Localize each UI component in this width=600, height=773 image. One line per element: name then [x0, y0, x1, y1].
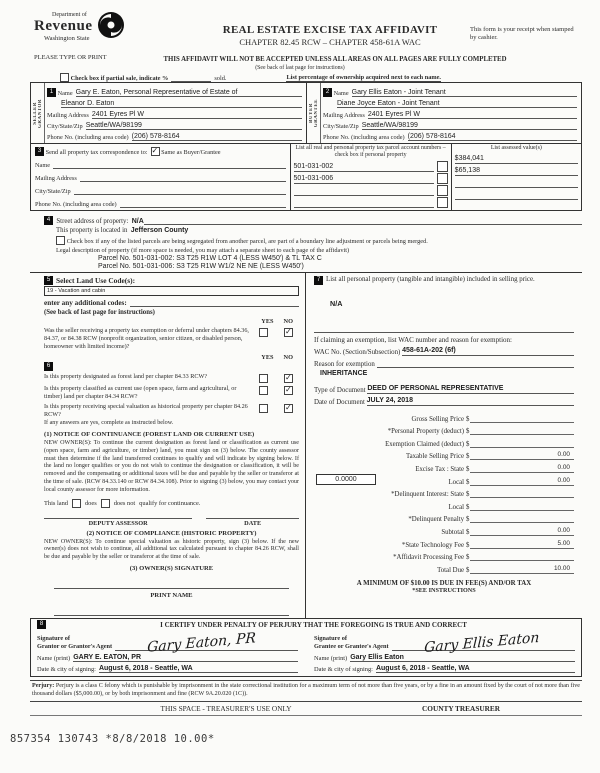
corr-address-field — [80, 181, 286, 182]
partial-sale-label: Check box if partial sale, indicate % — [70, 75, 169, 82]
notice-compliance-text: NEW OWNER(S): To continue special valuation as historic property, sign (3) below. If the new owner(s) does not wish to continue, all additional tax calculated pursuant to chapter 84.26 RCW, shall be due and payable by the seller or transferor at the time of sale. — [44, 538, 299, 561]
no-header-2: NO — [283, 354, 293, 362]
seller-address-field: 2401 Eyres Pl W — [92, 111, 302, 119]
see-instructions-note: *SEE INSTRUCTIONS — [412, 586, 476, 594]
grantor-date-value: August 6, 2018 - Seattle, WA — [99, 665, 298, 673]
parties-box — [30, 82, 582, 144]
buyer-phone-field: (206) 578-8164 — [408, 133, 577, 141]
partial-sale-line — [60, 73, 582, 82]
see-back-note: (See back of last page for instructions) — [255, 65, 345, 71]
personal-property-value: N/A — [330, 299, 343, 308]
no-header-1: NO — [283, 318, 293, 325]
tax-exemption-question: Was the seller receiving a property tax exemption or deferral under chapters 84.36, 84.37, or 84.38 RCW (nonprofit organization, senior citizen, or disabled person, homeowner with limited income)? — [44, 327, 249, 350]
ownership-note: List percentage of ownership acquired next to each name. — [286, 74, 441, 81]
grantee-date-value: August 6, 2018 - Seattle, WA — [376, 665, 575, 673]
grantor-print-label: Name (print) — [37, 655, 71, 663]
section-3-badge: 3 — [35, 147, 44, 156]
corr-phone-label: Phone No. (including area code) — [35, 201, 117, 208]
grantee-signature-block — [314, 629, 575, 673]
notice-continuance-text: NEW OWNER(S): To continue the current designation as forest land or classification as current use (open space, farm and agriculture, or timber) land, you must sign on (3) below. The county assessor must then determine if the land transferred continues to qualify and will indicate by signing below. If the land no longer qualifies or you do not wish to continue the designation or classification, it will be removed and the compensating or additional taxes will be due and payable by the seller or transferor at the time of sale. (RCW 84.33.140 or RCW 84.34.108). Prior to signing (3) below, you may contact your local county assessor for more information. — [44, 440, 299, 493]
property-section — [30, 211, 582, 272]
subtotal-amount: 0.00 — [557, 526, 570, 534]
owners-signature-line — [54, 578, 289, 589]
grantee-date-label: Date & city of signing: — [314, 666, 373, 674]
same-as-buyer-label: Same as Buyer/Grantee — [161, 149, 221, 156]
street-address-line — [144, 216, 582, 225]
this-land-label: This land — [44, 499, 68, 507]
section-1-badge: 1 — [47, 88, 56, 97]
personal-property-label: List all personal property (tangible and intangible) included in selling price. — [326, 276, 535, 283]
notice-continuance-title: (1) NOTICE OF CONTINUANCE (FOREST LAND OR CURRENT USE) — [44, 431, 255, 439]
land-use-code-select: 19 - Vacation and cabin — [44, 286, 299, 296]
section-7-badge: 7 — [314, 276, 323, 285]
title-block — [170, 24, 490, 47]
assessed-value-1: $384,041 — [455, 155, 578, 164]
seller-side-strip — [31, 83, 45, 143]
fee-row-delinq-interest-state: *Delinquent Interest: State $ — [314, 486, 574, 499]
county-treasurer-label: COUNTY TREASURER — [422, 703, 501, 713]
seller-side-word2: GRANTOR — [37, 98, 43, 128]
same-as-buyer-checkbox — [151, 147, 160, 156]
total-due-amount: 10.00 — [554, 564, 570, 572]
taxable-amount: 0.00 — [557, 451, 570, 459]
seller-name-label: Name — [57, 90, 73, 97]
buyer-city-field: Seattle/WA/98199 — [362, 122, 577, 130]
exemption-yes-checkbox — [259, 328, 268, 337]
assessed-value-2: $65,138 — [455, 167, 578, 176]
corr-name-field — [53, 168, 285, 169]
corr-phone-field — [120, 207, 286, 208]
form-subtitle: CHAPTER 82.45 RCW – CHAPTER 458-61A WAC — [239, 37, 421, 47]
doc-type-label: Type of Document — [314, 387, 366, 394]
additional-codes-label: enter any additional codes: — [44, 299, 127, 307]
does-checkbox — [72, 499, 81, 508]
agency-line3: Washington State — [44, 35, 90, 42]
parcel-3-personal-checkbox — [437, 185, 448, 196]
current-use-yes-checkbox — [259, 386, 268, 395]
seller-side-word1: SELLER — [32, 101, 38, 125]
seller-section — [31, 83, 306, 143]
fee-row-exemption: Exemption Claimed (deduct) $ — [314, 435, 574, 448]
grantee-print-label: Name (print) — [314, 655, 348, 663]
section-5-badge: 5 — [44, 276, 53, 285]
parcel-number-3 — [294, 187, 434, 196]
current-use-no-checkbox — [284, 386, 293, 395]
certification-section — [30, 619, 582, 677]
sold-label: sold. — [214, 75, 227, 82]
partial-sale-checkbox — [60, 73, 69, 82]
corr-address-label: Mailing Address — [35, 175, 77, 182]
parcel-4-personal-checkbox — [437, 197, 448, 208]
fee-row-tech-fee: *State Technology Fee $ 5.00 — [314, 536, 574, 549]
legal-description-label: Legal description of property (if more space is needed, you may attach a separate sheet to each page of the affidavit) — [56, 247, 350, 254]
grantor-sig-label2: Grantor or Grantor's Agent — [37, 643, 113, 651]
grantor-signature-block — [37, 629, 298, 673]
fee-row-subtotal: Subtotal $ 0.00 — [314, 523, 574, 536]
grantor-sig-label1: Signature of — [37, 635, 70, 643]
reason-value: INHERITANCE — [320, 370, 368, 377]
fees-table — [314, 410, 574, 574]
seller-name-field: Gary E. Eaton, Personal Representative of Estate of — [76, 89, 302, 97]
buyer-side-word1: BUYER — [308, 102, 314, 123]
street-address-value: N/A — [131, 218, 144, 225]
fee-row-total-due: Total Due $ 10.00 — [314, 561, 574, 574]
section-6-badge: 6 — [44, 362, 53, 371]
reason-label: Reason for exemption — [314, 361, 375, 368]
segregated-label: Check box if any of the listed parcels are being segregated from another parcel, are part of a boundary line adjustment or parcels being merged. — [66, 238, 428, 245]
revenue-swirl-icon — [96, 10, 126, 40]
assessed-value-3 — [455, 179, 578, 188]
exemption-fees-column — [306, 273, 582, 618]
cashier-stamp: 857354 130743 *8/8/2018 10.00* — [10, 733, 215, 745]
parcel-number-2: 501-031-006 — [294, 175, 434, 184]
grantee-sig-label2: Grantee or Grantee's Agent — [314, 643, 389, 651]
seller-phone-label: Phone No. (including area code) — [47, 134, 129, 141]
agency-line2: Revenue — [34, 18, 93, 34]
seller-city-label: City/State/Zip — [47, 123, 83, 130]
yes-header-1: YES — [261, 318, 274, 325]
form-title: REAL ESTATE EXCISE TAX AFFIDAVIT — [222, 24, 438, 36]
section-2-badge: 2 — [323, 88, 332, 97]
seller-phone-field: (206) 578-8164 — [132, 133, 302, 141]
fee-row-processing-fee: *Affidavit Processing Fee $ — [314, 549, 574, 562]
buyer-name-label: Name — [333, 90, 349, 97]
fee-row-delinq-interest-local: Local $ — [314, 498, 574, 511]
forest-no-checkbox — [284, 374, 293, 383]
tech-fee-amount: 5.00 — [557, 539, 570, 547]
fee-row-excise-local: 0.0000 Local $ 0.00 — [314, 473, 574, 486]
seller-name-field-line2: Eleanor D. Eaton — [61, 100, 302, 108]
buyer-section — [306, 83, 581, 143]
treasurer-space-label: THIS SPACE - TREASURER'S USE ONLY — [160, 703, 292, 713]
revenue-logo — [34, 12, 154, 42]
buyer-address-field: 2401 Eyres Pl W — [368, 111, 577, 119]
wac-label: WAC No. (Section/Subsection) — [314, 349, 401, 356]
buyer-phone-label: Phone No. (including area code) — [323, 134, 405, 141]
grantor-signature: Gary Eaton, PR — [146, 630, 257, 656]
excise-state-amount: 0.00 — [557, 463, 570, 471]
historic-question: Is this property receiving special valuation as historical property per chapter 84.26 RCW? — [44, 402, 248, 418]
exemption-no-checkbox — [284, 328, 293, 337]
forest-yes-checkbox — [259, 374, 268, 383]
local-rate-box: 0.0000 — [316, 474, 376, 485]
assessed-values-header: List assessed value(s) — [490, 145, 542, 151]
parcel-number-1: 501-031-002 — [294, 163, 434, 172]
qualify-suffix: qualify for continuance. — [139, 499, 201, 507]
does-not-label: does not — [113, 499, 136, 507]
forest-land-question: Is this property designated as forest land per chapter 84.33 RCW? — [44, 373, 208, 381]
fee-row-personal: *Personal Property (deduct) $ — [314, 423, 574, 436]
if-yes-note: If any answers are yes, complete as instructed below. — [44, 420, 174, 427]
acceptance-warning: THIS AFFIDAVIT WILL NOT BE ACCEPTED UNLESS ALL AREAS ON ALL PAGES ARE FULLY COMPLETED — [163, 56, 507, 63]
grantee-signature: Gary Ellis Eaton — [423, 629, 540, 657]
deputy-assessor-label: DEPUTY ASSESSOR — [44, 518, 192, 527]
parcel-2-personal-checkbox — [437, 173, 448, 184]
legal-description-line1: Parcel No. 501-031-002: S3 T25 R1W LOT 4 (LESS W450') & TL TAX C — [98, 255, 322, 262]
owners-signature-label: (3) OWNER(S) SIGNATURE — [129, 565, 214, 573]
located-in-label: This property is located in — [56, 227, 128, 234]
parcels-header: List all real and personal property tax parcel account numbers – check box if personal property — [295, 145, 446, 159]
located-in-value: Jefferson County — [130, 227, 189, 234]
doc-date-value: JULY 24, 2018 — [367, 397, 574, 406]
correspondence-parcels-box — [30, 144, 582, 211]
type-or-print: PLEASE TYPE OR PRINT — [34, 54, 107, 61]
mid-columns — [30, 272, 582, 619]
seller-address-label: Mailing Address — [47, 112, 89, 119]
buyer-name-field: Gary Ellis Eaton - Joint Tenant — [352, 89, 577, 97]
parcel-number-4 — [294, 199, 434, 208]
fee-row-excise-state: Excise Tax : State $ 0.00 — [314, 460, 574, 473]
treasurer-row — [30, 704, 582, 716]
form-header — [30, 10, 582, 72]
yes-header-2: YES — [261, 354, 274, 362]
grantor-print-value: GARY E. EATON, PR — [73, 654, 298, 662]
legal-description-line2: Parcel No. 501-031-006: S3 T25 R1W W1/2 NE NE (LESS W450') — [98, 263, 304, 270]
historic-no-checkbox — [284, 404, 293, 413]
corr-city-field — [74, 194, 286, 195]
land-use-column — [30, 273, 306, 618]
notice-compliance-title: (2) NOTICE OF COMPLIANCE (HISTORIC PROPERTY) — [86, 529, 257, 537]
fee-row-gross: Gross Selling Price $ — [314, 410, 574, 423]
seller-city-field: Seattle/WA/98199 — [86, 122, 302, 130]
buyer-name-field-line2: Diane Joyce Eaton - Joint Tenant — [337, 100, 577, 108]
buyer-side-strip — [307, 83, 321, 143]
current-use-question: Is this property classified as current use (open space, farm and agricultural, or timber) land per chapter 84.34 RCW? — [44, 385, 237, 400]
grantor-date-label: Date & city of signing: — [37, 666, 96, 674]
print-name-label: PRINT NAME — [150, 592, 193, 600]
agency-line1: Department of — [52, 12, 87, 18]
fee-row-taxable: Taxable Selling Price $ 0.00 — [314, 448, 574, 461]
does-label: does — [84, 499, 97, 507]
perjury-note — [30, 680, 582, 702]
grantee-sig-label1: Signature of — [314, 635, 347, 643]
buyer-side-word2: GRANTEE — [313, 98, 319, 128]
assessor-date-label: DATE — [206, 518, 299, 527]
parcel-1-personal-checkbox — [437, 161, 448, 172]
grantee-print-value: Gary Ellis Eaton — [350, 654, 575, 662]
doc-type-value: DEED OF PERSONAL REPRESENTATIVE — [367, 385, 574, 394]
corr-city-label: City/State/Zip — [35, 188, 71, 195]
fee-row-delinq-penalty: *Delinquent Penalty $ — [314, 511, 574, 524]
print-name-line — [54, 605, 289, 616]
land-use-see-back: (See back of last page for instructions) — [44, 309, 155, 316]
perjury-lead: Perjury: — [32, 683, 55, 690]
perjury-text: Perjury is a class C felony which is punishable by imprisonment in the state correctional institution for a maximum term of not more than five years, or by a fine in an amount fixed by the court of not more than five thousand dollars ($5,000.00), or by both imprisonment and fine (RCW 9A.20.020 (1C)). — [32, 683, 580, 697]
section-4-badge: 4 — [44, 216, 53, 225]
receipt-note: This form is your receipt when stamped by cashier. — [470, 26, 574, 42]
corr-name-label: Name — [35, 162, 51, 169]
doc-date-label: Date of Document — [314, 399, 365, 406]
certify-statement: I CERTIFY UNDER PENALTY OF PERJURY THAT THE FOREGOING IS TRUE AND CORRECT — [160, 621, 467, 630]
parcels-section — [290, 144, 582, 210]
reason-line — [377, 359, 574, 368]
historic-yes-checkbox — [259, 404, 268, 413]
buyer-city-label: City/State/Zip — [323, 123, 359, 130]
correspondence-label: Send all property tax correspondence to: — [45, 149, 148, 156]
assessed-value-4 — [455, 191, 578, 200]
segregated-checkbox — [56, 236, 65, 245]
does-not-checkbox — [101, 499, 110, 508]
minimum-fee-note: A MINIMUM OF $10.00 IS DUE IN FEE(S) AND/OR TAX — [356, 579, 532, 587]
partial-sale-blank — [171, 81, 211, 82]
street-address-label: Street address of property: — [56, 218, 129, 225]
land-use-select-label: Select Land Use Code(s): — [56, 276, 136, 285]
correspondence-section — [31, 144, 290, 210]
wac-value: 458-61A-202 (6f) — [402, 347, 574, 356]
exemption-intro: If claiming an exemption, list WAC number and reason for exemption: — [314, 332, 574, 344]
buyer-address-label: Mailing Address — [323, 112, 365, 119]
section-8-badge: 8 — [37, 620, 46, 629]
additional-codes-field — [130, 306, 299, 307]
excise-local-amount: 0.00 — [557, 476, 570, 484]
